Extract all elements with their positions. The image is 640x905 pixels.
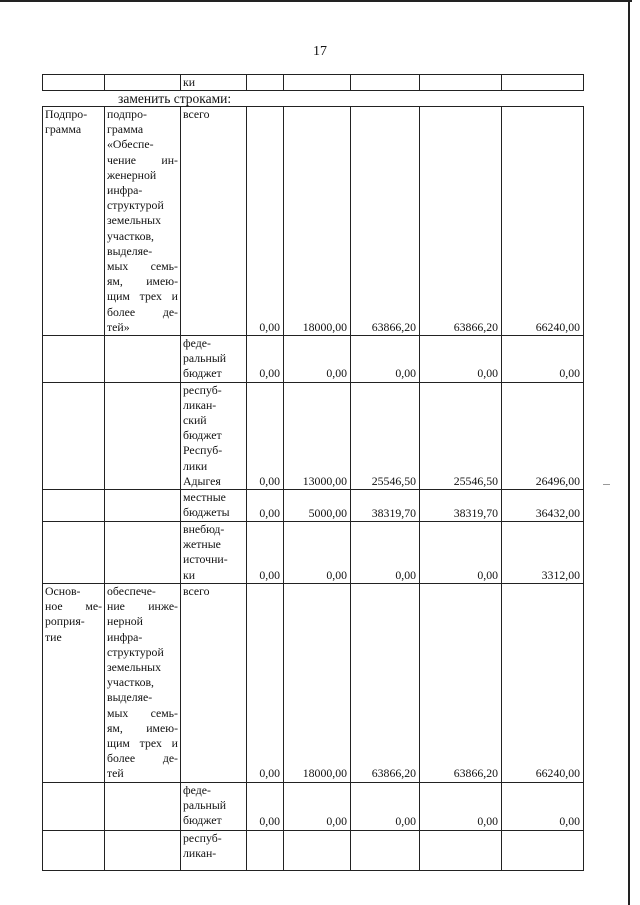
cell-value: 0,00 bbox=[502, 782, 584, 830]
cell-value: 0,00 bbox=[247, 336, 284, 383]
cell-value: 0,00 bbox=[247, 522, 284, 584]
cell-value: 63866,20 bbox=[420, 107, 502, 336]
cell-value: 25546,50 bbox=[420, 382, 502, 489]
page-edge-top bbox=[0, 0, 632, 2]
table-row bbox=[43, 490, 584, 522]
table-row bbox=[43, 75, 584, 91]
cell-value: 0,00 bbox=[247, 583, 284, 782]
cell-type-line: роприя- bbox=[45, 614, 85, 629]
cell-type bbox=[43, 583, 105, 782]
cell-value: 0,00 bbox=[247, 107, 284, 336]
cell-program-name-line: ям, имею- bbox=[107, 720, 178, 735]
table-row bbox=[43, 583, 584, 782]
cell-value bbox=[420, 830, 502, 870]
cell-funding-source-line: Адыгея bbox=[183, 473, 221, 488]
cell-funding-source-line: всего bbox=[183, 583, 210, 598]
cell-funding-source-line: ликан- bbox=[183, 845, 217, 860]
cell-value bbox=[351, 830, 420, 870]
cell-funding-source bbox=[181, 107, 247, 336]
cell-funding-source bbox=[181, 782, 247, 830]
cell-value: 0,00 bbox=[420, 336, 502, 383]
cell-type-line: тие bbox=[45, 629, 62, 644]
cell-funding-source-line: бюджет bbox=[183, 428, 222, 443]
cell-funding-source-line: феде- bbox=[183, 336, 211, 351]
cell-funding-source-line: всего bbox=[183, 107, 210, 121]
cell-program-name-line: более де- bbox=[107, 751, 178, 766]
cell-label: ки bbox=[181, 75, 247, 91]
cell-program-name bbox=[105, 107, 181, 336]
cell-value: 66240,00 bbox=[502, 107, 584, 336]
cell-program-name-line: участков, bbox=[107, 228, 155, 243]
cell-type bbox=[43, 382, 105, 489]
cell-funding-source bbox=[181, 490, 247, 522]
cell-program-name-line: тей» bbox=[107, 319, 130, 334]
table-row bbox=[43, 522, 584, 584]
cell-program-name-line: подпро- bbox=[107, 107, 147, 121]
cell-value: 0,00 bbox=[284, 336, 351, 383]
table-row bbox=[43, 782, 584, 830]
cell-funding-source-line: бюджеты bbox=[183, 505, 230, 520]
cell-value: 13000,00 bbox=[284, 382, 351, 489]
table-row bbox=[43, 336, 584, 383]
cell-program-name bbox=[105, 782, 181, 830]
cell-funding-source-line: источни- bbox=[183, 552, 228, 567]
cell-value: 36432,00 bbox=[502, 490, 584, 522]
cell-funding-source-line: респуб- bbox=[183, 830, 222, 845]
cell-funding-source-line: жетные bbox=[183, 537, 221, 552]
cell-value: 26496,00 bbox=[502, 382, 584, 489]
cell-value: 0,00 bbox=[420, 782, 502, 830]
cell-program-name-line: более де- bbox=[107, 304, 178, 319]
cell-value: 18000,00 bbox=[284, 583, 351, 782]
cell-program-name bbox=[105, 583, 181, 782]
cell-value: 0,00 bbox=[502, 336, 584, 383]
cell-program-name-line: мых семь- bbox=[107, 259, 178, 274]
cell-value: 63866,20 bbox=[420, 583, 502, 782]
cell-funding-source-line: ки bbox=[183, 567, 196, 582]
cell-funding-source bbox=[181, 583, 247, 782]
cell-funding-source-line: ральный bbox=[183, 797, 227, 812]
cell-funding-source-line: лики bbox=[183, 458, 208, 473]
cell-program-name bbox=[105, 830, 181, 870]
cell-value: 18000,00 bbox=[284, 107, 351, 336]
cell-funding-source-line: Респуб- bbox=[183, 443, 223, 458]
cell-type bbox=[43, 336, 105, 383]
cell-funding-source-line: местные bbox=[183, 490, 226, 505]
cell-funding-source bbox=[181, 830, 247, 870]
cell-program-name-line: структурой bbox=[107, 644, 164, 659]
cell-value: 0,00 bbox=[420, 522, 502, 584]
cell-program-name-line: тей bbox=[107, 766, 124, 781]
cell-value: 63866,20 bbox=[351, 107, 420, 336]
cell-value: 25546,50 bbox=[351, 382, 420, 489]
cell-funding-source-line: бюджет bbox=[183, 812, 222, 827]
cell-value: 0,00 bbox=[247, 382, 284, 489]
cell-value bbox=[284, 830, 351, 870]
cell-program-name-line: мых семь- bbox=[107, 705, 178, 720]
cell-type-line: Подпро- bbox=[45, 107, 88, 121]
cell-funding-source-line: ральный bbox=[183, 351, 227, 366]
replace-caption: заменить строками: bbox=[118, 91, 232, 106]
cell-type bbox=[43, 830, 105, 870]
cell-program-name-line: ние инже- bbox=[107, 599, 178, 614]
cell-value: 38319,70 bbox=[420, 490, 502, 522]
previous-table-fragment bbox=[42, 74, 584, 91]
cell-program-name-line: грамма bbox=[107, 122, 144, 137]
cell-funding-source-line: бюджет bbox=[183, 366, 222, 381]
page-edge-right bbox=[628, 0, 630, 905]
cell-program-name-line: нерной bbox=[107, 614, 143, 629]
cell-program-name-line: женерной bbox=[107, 167, 157, 182]
cell-program-name-line: щим трех и bbox=[107, 289, 178, 304]
cell-value: 0,00 bbox=[351, 782, 420, 830]
cell-type bbox=[43, 522, 105, 584]
cell-value: 38319,70 bbox=[351, 490, 420, 522]
cell-value: 0,00 bbox=[247, 782, 284, 830]
cell-type-line: грамма bbox=[45, 122, 82, 137]
cell-program-name-line: земельных bbox=[107, 659, 162, 674]
cell-program-name-line: ям, имею- bbox=[107, 274, 178, 289]
table-row bbox=[43, 830, 584, 870]
cell-value: 3312,00 bbox=[502, 522, 584, 584]
cell-value: 66240,00 bbox=[502, 583, 584, 782]
cell-funding-source bbox=[181, 522, 247, 584]
cell-program-name-line: инфра- bbox=[107, 183, 143, 198]
cell-program-name-line: земельных bbox=[107, 213, 162, 228]
cell-type-line: ное ме- bbox=[45, 599, 102, 614]
cell-value: 63866,20 bbox=[351, 583, 420, 782]
cell-type bbox=[43, 490, 105, 522]
table-row bbox=[43, 107, 584, 336]
cell-program-name-line: выделяе- bbox=[107, 243, 153, 258]
cell-value: 0,00 bbox=[284, 522, 351, 584]
cell-value: 0,00 bbox=[351, 522, 420, 584]
cell-program-name bbox=[105, 522, 181, 584]
cell-funding-source bbox=[181, 336, 247, 383]
cell-value bbox=[247, 830, 284, 870]
cell-program-name-line: участков, bbox=[107, 675, 155, 690]
page-number: 17 bbox=[313, 44, 327, 59]
cell-program-name bbox=[105, 382, 181, 489]
cell-program-name-line: «Обеспе- bbox=[107, 137, 154, 152]
cell-program-name-line: чение ин- bbox=[107, 152, 178, 167]
cell-program-name-line: структурой bbox=[107, 198, 164, 213]
cell-type bbox=[43, 782, 105, 830]
cell-value: 5000,00 bbox=[284, 490, 351, 522]
cell-funding-source-line: респуб- bbox=[183, 382, 222, 397]
cell-program-name bbox=[105, 490, 181, 522]
cell-value bbox=[502, 830, 584, 870]
cell-type-line: Основ- bbox=[45, 583, 81, 598]
cell-value: 0,00 bbox=[247, 490, 284, 522]
cell-program-name-line: выделяе- bbox=[107, 690, 153, 705]
margin-mark bbox=[603, 484, 610, 485]
cell-value: 0,00 bbox=[284, 782, 351, 830]
cell-funding-source-line: внебюд- bbox=[183, 522, 225, 537]
cell-program-name-line: инфра- bbox=[107, 629, 143, 644]
cell-program-name bbox=[105, 336, 181, 383]
cell-funding-source-line: ский bbox=[183, 413, 207, 428]
cell-program-name-line: обеспече- bbox=[107, 583, 156, 598]
cell-type bbox=[43, 107, 105, 336]
cell-funding-source bbox=[181, 382, 247, 489]
budget-table bbox=[42, 106, 584, 871]
cell-funding-source-line: ликан- bbox=[183, 397, 217, 412]
cell-funding-source-line: феде- bbox=[183, 782, 211, 797]
cell-program-name-line: щим трех и bbox=[107, 735, 178, 750]
cell-value: 0,00 bbox=[351, 336, 420, 383]
table-row bbox=[43, 382, 584, 489]
